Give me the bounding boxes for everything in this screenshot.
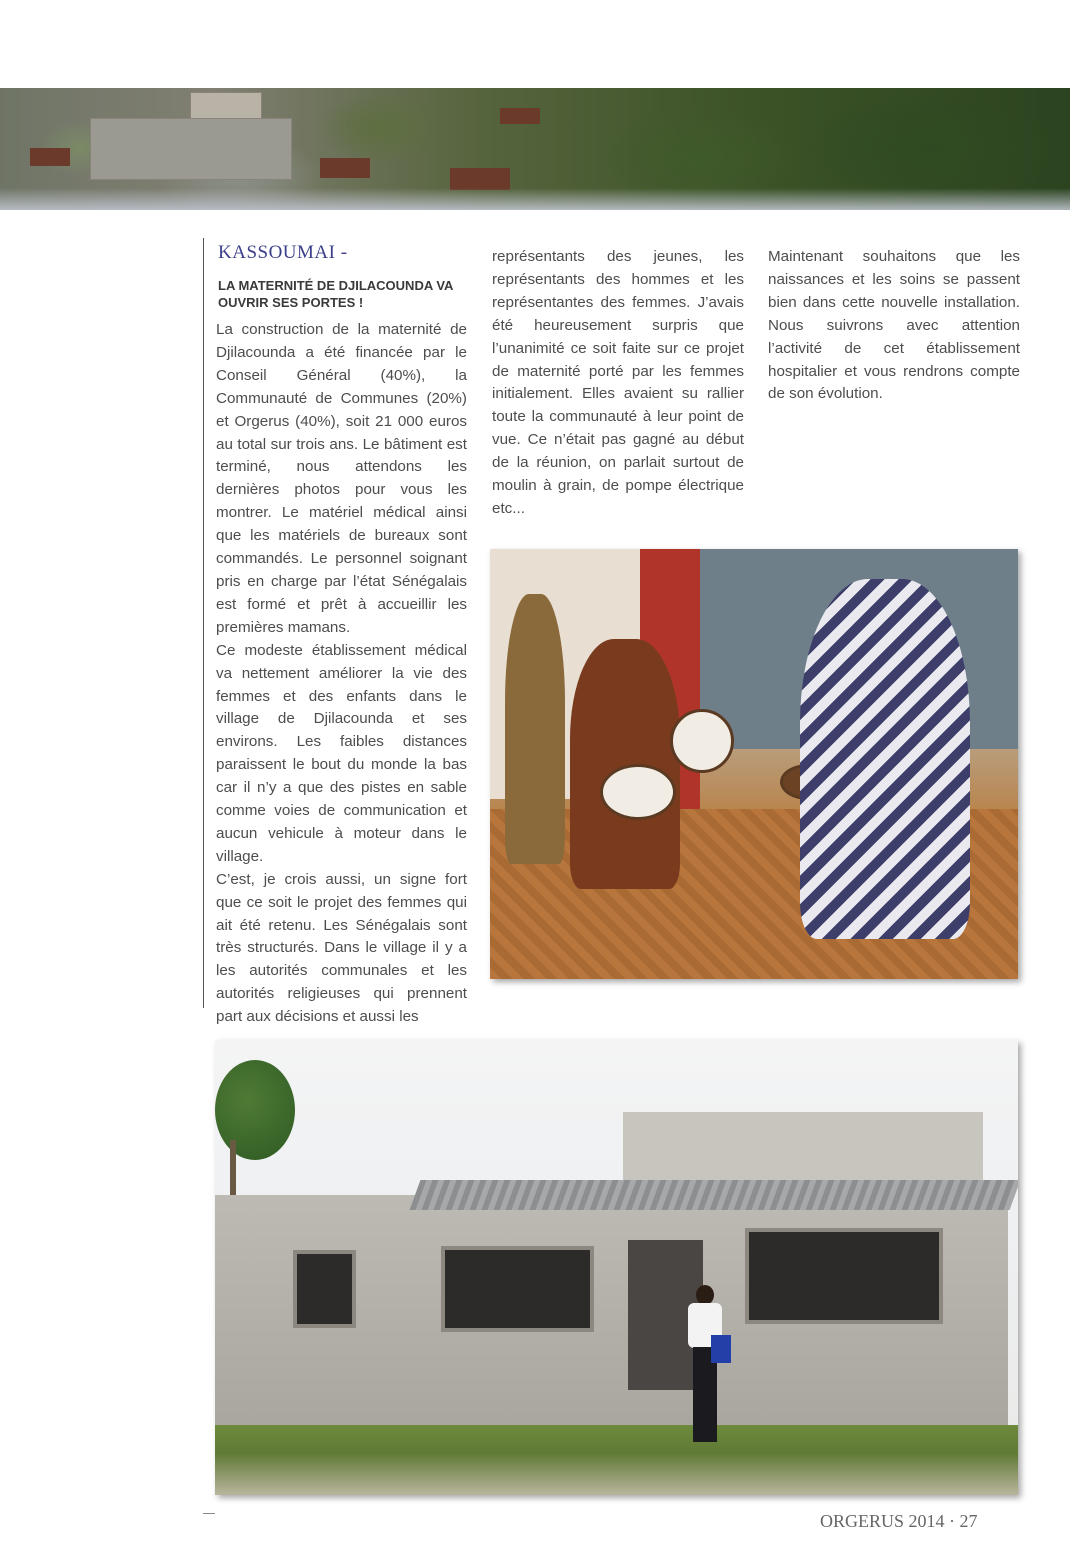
cemetery [90, 118, 292, 180]
palm-tree [215, 1060, 295, 1160]
article-subtitle: LA MATERNITÉ DE DJILACOUNDA VA OUVRIR SES PORTES ! [218, 278, 453, 310]
dancer [800, 579, 970, 939]
roof [450, 168, 510, 190]
text-column-2 [492, 246, 744, 521]
blue-bag [711, 1335, 731, 1363]
head [696, 1285, 714, 1305]
roof [500, 108, 540, 124]
article-title: KASSOUMAI - [218, 242, 348, 263]
margin-rule [203, 1513, 215, 1514]
roof [320, 158, 370, 178]
grass-ground [215, 1425, 1018, 1495]
text-column-3 [768, 246, 1020, 406]
aerial-village-photo [0, 88, 1070, 210]
tree-trunk [230, 1140, 236, 1200]
window-opening [293, 1250, 356, 1328]
window-opening [441, 1246, 594, 1332]
paragraph: C’est, je crois aussi, un signe fort que ce soit le projet des femmes qui ait été retenu. Les Sénégalais sont très structurés. Dans le village il y a les autorités communales et les autorités religieuses qui prennent part aux décisions et aussi les [216, 870, 467, 1026]
standing-man [685, 1285, 725, 1445]
paragraph: représentants des jeunes, les représentants des hommes et les représentantes des femmes. J’avais été heureusement surpris que l’unanimité ce soit faite sur ce projet de maternité porté par les femmes initialement. Elles avaient su rallier toute la communauté à leur point de vue. Ce n’était pas gagné au début de la réunion, on parlait surtout de moulin à grain, de pompe électrique etc... [492, 248, 744, 517]
text-column-1 [216, 319, 467, 1029]
banner-fade [0, 188, 1070, 210]
drummers-dancer-photo [490, 549, 1018, 979]
drummer [570, 639, 680, 889]
page-footer: ORGERUS 2014 · 27 [820, 1511, 978, 1531]
paragraph: Maintenant souhaitons que les naissances et les soins se passent bien dans cette nouvelle installation. Nous suivrons avec attention l’activité de cet établissement hospitalier et vous rendrons compte de son évolution. [768, 248, 1020, 403]
roof [30, 148, 70, 166]
person-standing [505, 594, 565, 864]
paragraph: Ce modeste établissement médical va nettement améliorer la vie des femmes et des enfants dans le village de Djilacounda et ses environs. Les faibles distances paraissent le bout du monde la bas car il n’y a que des pistes en sable comme voies de communication et aucun vehicule à moteur dans le village. [216, 641, 467, 865]
djembe-drum [600, 764, 676, 820]
drum [670, 709, 734, 773]
maternity-building-photo [215, 1040, 1018, 1495]
paragraph: La construction de la maternité de Djilacounda a été financée par le Conseil Général (40%), la Communauté de Communes (20%) et Orgerus (40%), soit 21 000 euros au total sur trois ans. Le bâtiment est terminé, nous attendons les dernières photos pour vous les montrer. Le matériel médical ainsi que les matériels de bureaux sont commandés. Le personnel soignant pris en charge par l’état Sénégalais est formé et prêt à accueillir les premières mamans. [216, 321, 467, 636]
window-opening [745, 1228, 943, 1324]
margin-rule [203, 238, 204, 1008]
metal-roof [410, 1180, 1018, 1210]
